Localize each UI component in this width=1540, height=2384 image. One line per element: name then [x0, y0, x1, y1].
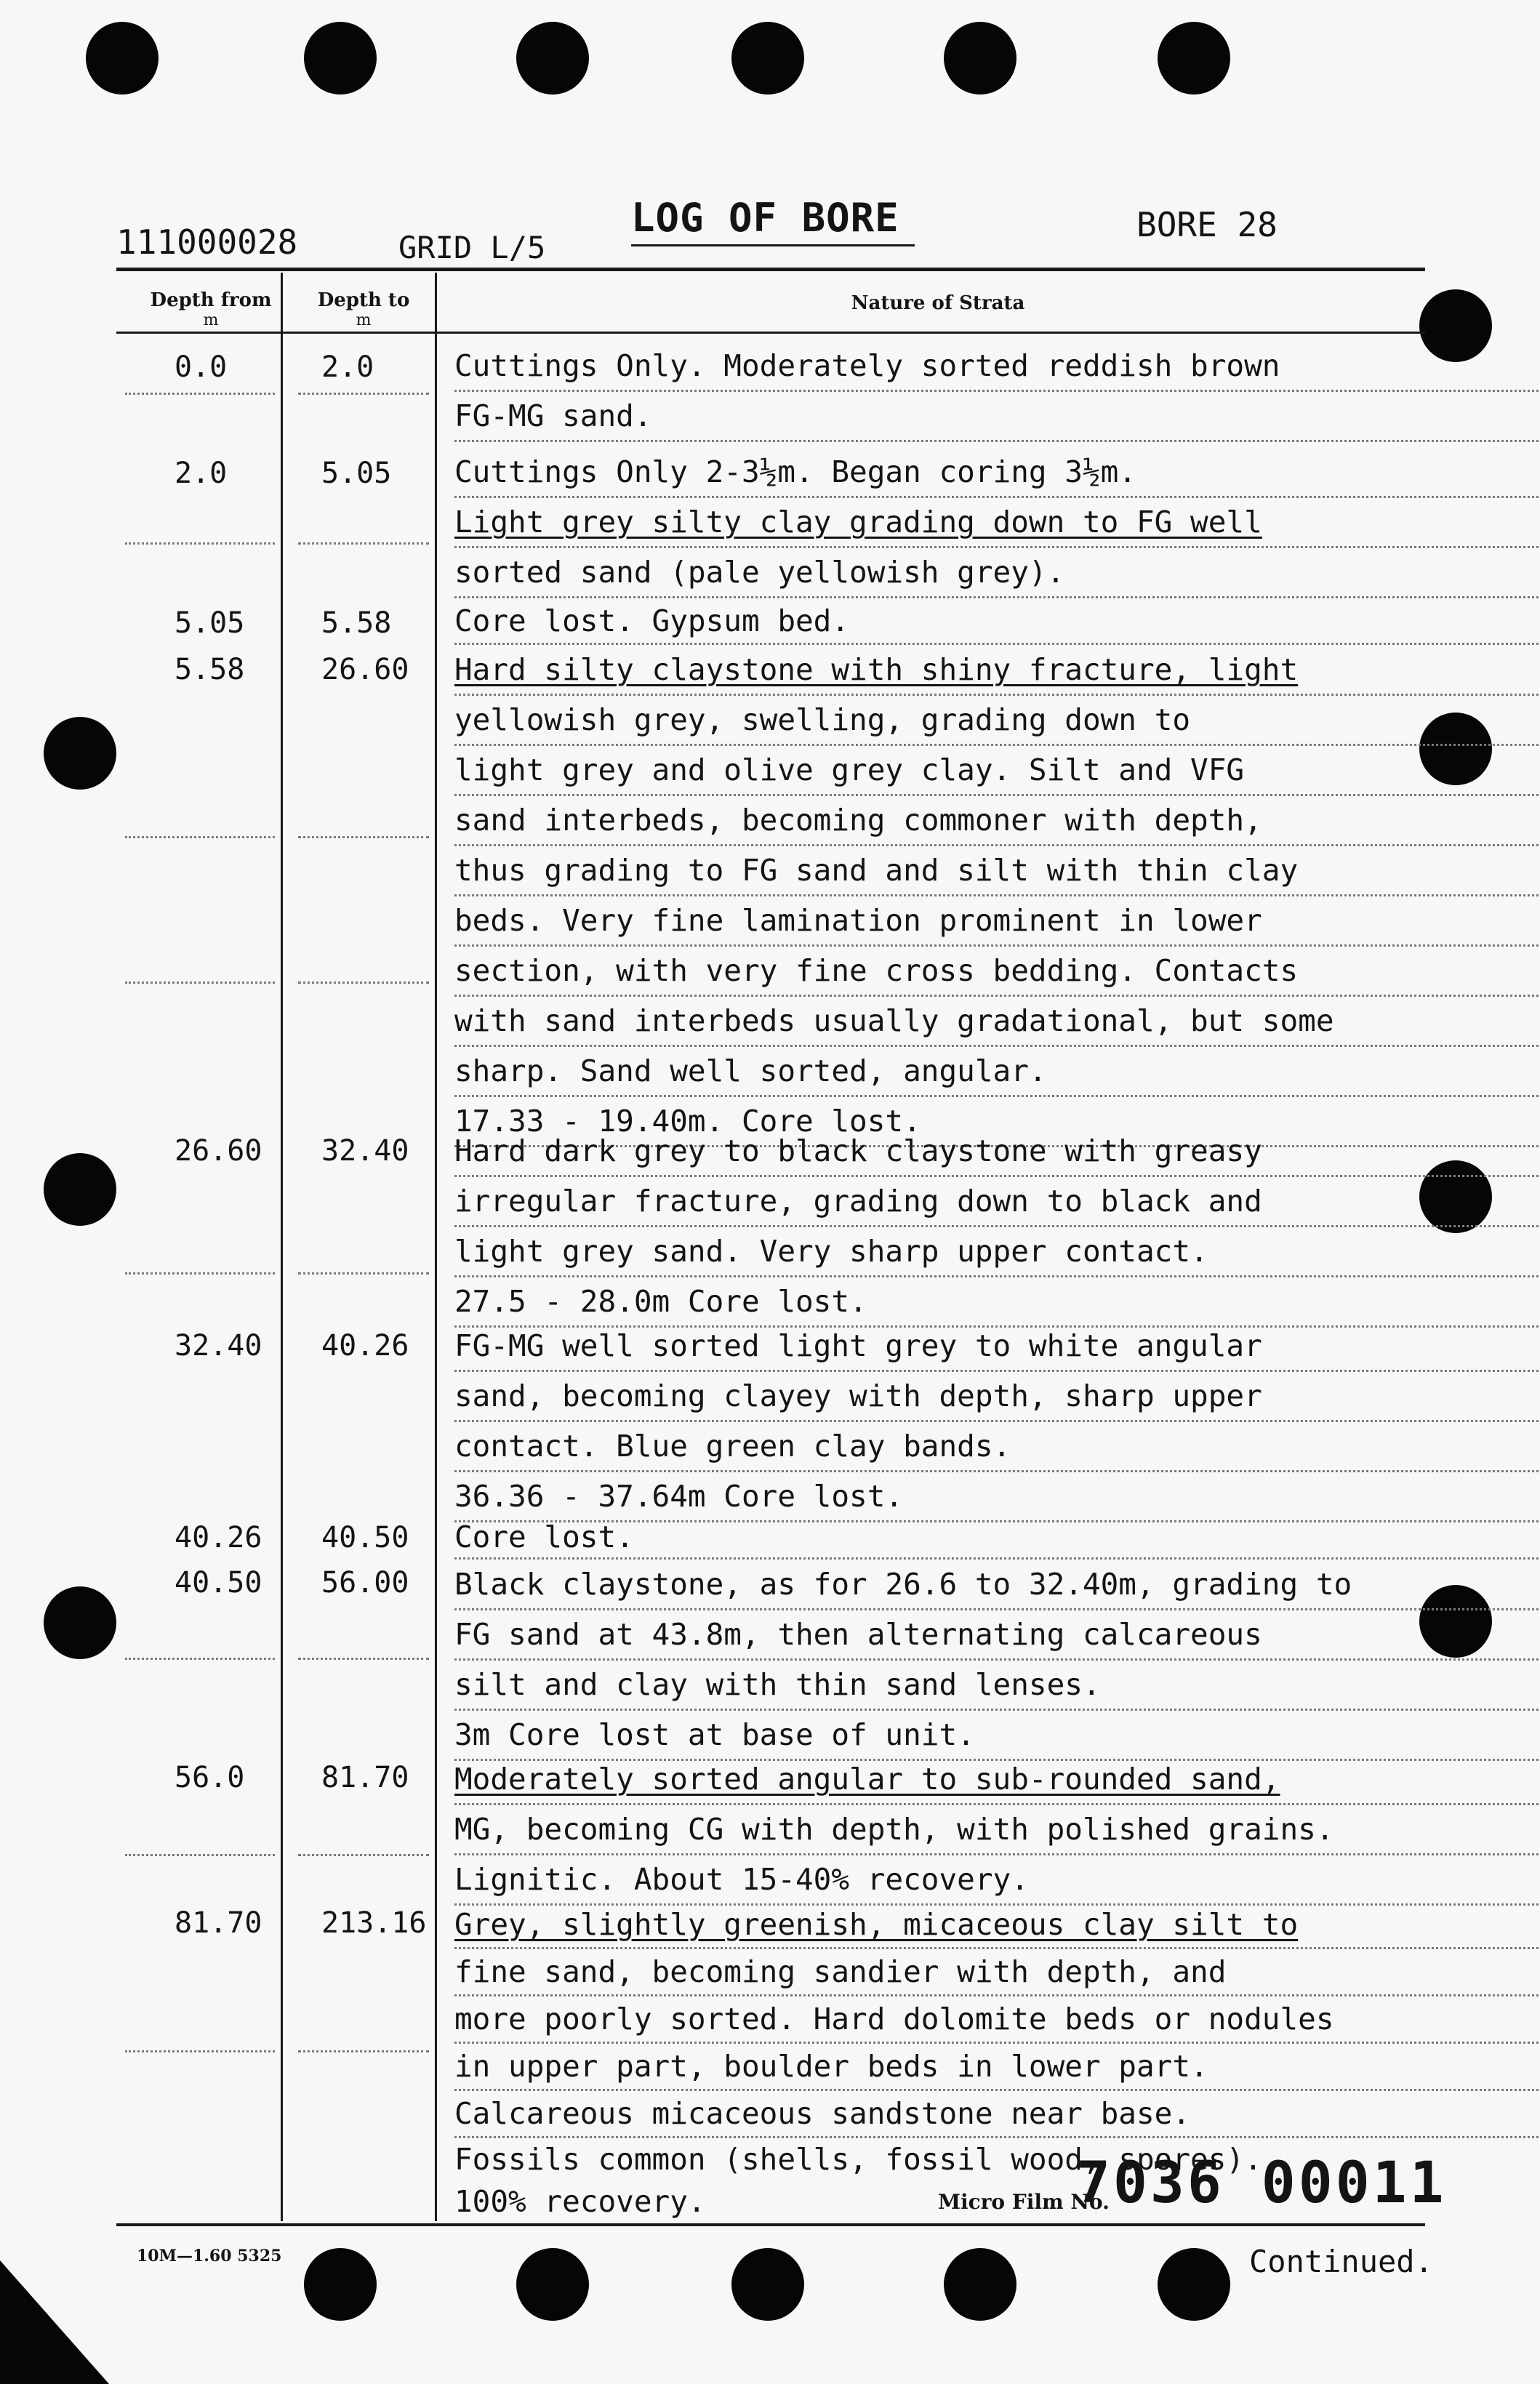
depth-from: 81.70 [175, 1906, 262, 1940]
punch-hole [86, 22, 159, 95]
strata-line: Core lost. Gypsum bed. [454, 599, 1540, 645]
col-depth-from-unit: m [203, 311, 219, 329]
depth-from: 26.60 [175, 1134, 262, 1168]
strata-line: Moderately sorted angular to sub-rounded sand, [454, 1755, 1540, 1805]
strata-line: sharp. Sand well sorted, angular. [454, 1047, 1540, 1097]
punch-hole [516, 22, 589, 95]
strata-line: irregular fracture, grading down to black and [454, 1177, 1540, 1227]
strata-line: silt and clay with thin sand lenses. [454, 1661, 1540, 1711]
dotted-fill [125, 542, 275, 545]
dotted-fill [298, 542, 429, 545]
strata-line: yellowish grey, swelling, grading down to [454, 696, 1540, 746]
col-depth-to-unit: m [356, 311, 372, 329]
strata-line: Cuttings Only. Moderately sorted reddish brown [454, 342, 1540, 392]
strata-line: FG sand at 43.8m, then alternating calcareous [454, 1610, 1540, 1661]
punch-hole [1158, 2248, 1230, 2321]
depth-from: 40.50 [175, 1566, 262, 1600]
punch-hole [731, 22, 804, 95]
dotted-fill [298, 1272, 429, 1275]
dotted-fill [125, 1854, 275, 1856]
punch-hole [304, 22, 377, 95]
strata-line: Black claystone, as for 26.6 to 32.40m, grading to [454, 1560, 1540, 1610]
dotted-fill [298, 982, 429, 984]
strata-line: Light grey silty clay grading down to FG well [454, 498, 1540, 548]
strata-line: 100% recovery. [454, 2184, 706, 2219]
depth-from: 0.0 [175, 350, 228, 384]
strata-line: Fossils common (shells, fossil wood, spores). [454, 2142, 1262, 2177]
strata-line: Cuttings Only 2-3½m. Began coring 3½m. [454, 448, 1540, 498]
depth-to: 26.60 [321, 653, 409, 686]
strata-line: Core lost. [454, 1517, 1540, 1560]
depth-to: 32.40 [321, 1134, 409, 1168]
column-header-rule [116, 332, 1425, 334]
depth-from: 2.0 [175, 457, 228, 490]
punch-hole [516, 2248, 589, 2321]
strata-line: sorted sand (pale yellowish grey). [454, 548, 1540, 598]
punch-hole [944, 2248, 1016, 2321]
header-rule [116, 268, 1425, 271]
depth-to: 81.70 [321, 1761, 409, 1794]
strata-line: FG-MG sand. [454, 392, 1540, 442]
strata-description [454, 448, 1540, 598]
column-divider [281, 273, 283, 2221]
continued-note: Continued. [1249, 2244, 1433, 2279]
dotted-fill [125, 1272, 275, 1275]
col-depth-to-label: Depth to [317, 289, 410, 311]
punch-hole [44, 1153, 116, 1226]
strata-line: more poorly sorted. Hard dolomite beds or nodules [454, 1996, 1540, 2044]
strata-line: Calcareous micaceous sandstone near base. [454, 2091, 1540, 2138]
depth-from: 56.0 [175, 1761, 245, 1794]
depth-to: 5.05 [321, 457, 392, 490]
strata-line: light grey and olive grey clay. Silt and VFG [454, 746, 1540, 796]
microfilm-number: 7036 00011 [1076, 2151, 1447, 2216]
strata-description [454, 599, 1540, 645]
dotted-fill [125, 1658, 275, 1660]
dotted-fill [298, 1658, 429, 1660]
strata-line: in upper part, boulder beds in lower part. [454, 2044, 1540, 2091]
dotted-fill [125, 2050, 275, 2052]
strata-description [454, 342, 1540, 442]
bottom-rule [116, 2223, 1425, 2226]
strata-line: Lignitic. About 15-40% recovery. [454, 1855, 1540, 1906]
strata-line: beds. Very fine lamination prominent in lower [454, 896, 1540, 947]
microfilm-label: Micro Film No. [938, 2190, 1110, 2214]
strata-line: Hard silty claystone with shiny fracture, light [454, 646, 1540, 696]
strata-line: section, with very fine cross bedding. Contacts [454, 947, 1540, 997]
strata-line: contact. Blue green clay bands. [454, 1422, 1540, 1472]
dotted-fill [298, 1854, 429, 1856]
punch-hole [304, 2248, 377, 2321]
bore-number: BORE 28 [1136, 205, 1278, 244]
strata-line: thus grading to FG sand and silt with thin clay [454, 846, 1540, 896]
strata-description [454, 1560, 1540, 1761]
strata-line: sand interbeds, becoming commoner with depth, [454, 796, 1540, 846]
col-header-strata [451, 292, 1425, 314]
strata-line: fine sand, becoming sandier with depth, and [454, 1949, 1540, 1996]
col-header-depth-to [291, 289, 436, 329]
dotted-fill [298, 393, 429, 395]
strata-line: 27.5 - 28.0m Core lost. [454, 1277, 1540, 1328]
punch-hole [944, 22, 1016, 95]
depth-to: 56.00 [321, 1566, 409, 1600]
strata-line: Grey, slightly greenish, micaceous clay silt to [454, 1902, 1540, 1949]
dotted-fill [125, 836, 275, 838]
strata-line: 3m Core lost at base of unit. [454, 1711, 1540, 1761]
depth-from: 5.58 [175, 653, 245, 686]
strata-description [454, 1517, 1540, 1560]
strata-description [454, 646, 1540, 1147]
strata-line: 17.33 - 19.40m. Core lost. [454, 1097, 1540, 1147]
strata-line: 36.36 - 37.64m Core lost. [454, 1472, 1540, 1522]
form-code: 10M—1.60 5325 [137, 2247, 282, 2265]
depth-to: 5.58 [321, 606, 392, 640]
depth-to: 213.16 [321, 1906, 427, 1940]
strata-line: sand, becoming clayey with depth, sharp upper [454, 1372, 1540, 1422]
corner-mark [0, 2260, 109, 2384]
page-title: LOG OF BORE [631, 195, 899, 241]
dotted-fill [298, 836, 429, 838]
strata-description [454, 1127, 1540, 1328]
depth-from: 32.40 [175, 1329, 262, 1362]
title-underline [631, 244, 915, 246]
col-strata-label: Nature of Strata [851, 292, 1025, 314]
file-id: 111000028 [116, 222, 298, 262]
punch-hole [44, 717, 116, 790]
col-depth-from-label: Depth from [150, 289, 272, 311]
depth-to: 40.26 [321, 1329, 409, 1362]
punch-hole [731, 2248, 804, 2321]
strata-description [454, 1322, 1540, 1522]
punch-hole [44, 1586, 116, 1659]
strata-line: FG-MG well sorted light grey to white angular [454, 1322, 1540, 1372]
dotted-fill [125, 393, 275, 395]
strata-line: MG, becoming CG with depth, with polished grains. [454, 1805, 1540, 1855]
strata-line: with sand interbeds usually gradational, but some [454, 997, 1540, 1047]
column-divider [435, 273, 437, 2221]
dotted-fill [125, 982, 275, 984]
strata-description [454, 1755, 1540, 1906]
col-header-depth-from [131, 289, 291, 329]
grid-ref: GRID L/5 [398, 230, 546, 265]
depth-from: 5.05 [175, 606, 245, 640]
depth-to: 2.0 [321, 350, 374, 384]
strata-line: Hard dark grey to black claystone with greasy [454, 1127, 1540, 1177]
depth-from: 40.26 [175, 1521, 262, 1554]
punch-hole [1158, 22, 1230, 95]
strata-line: light grey sand. Very sharp upper contact. [454, 1227, 1540, 1277]
depth-to: 40.50 [321, 1521, 409, 1554]
dotted-fill [298, 2050, 429, 2052]
